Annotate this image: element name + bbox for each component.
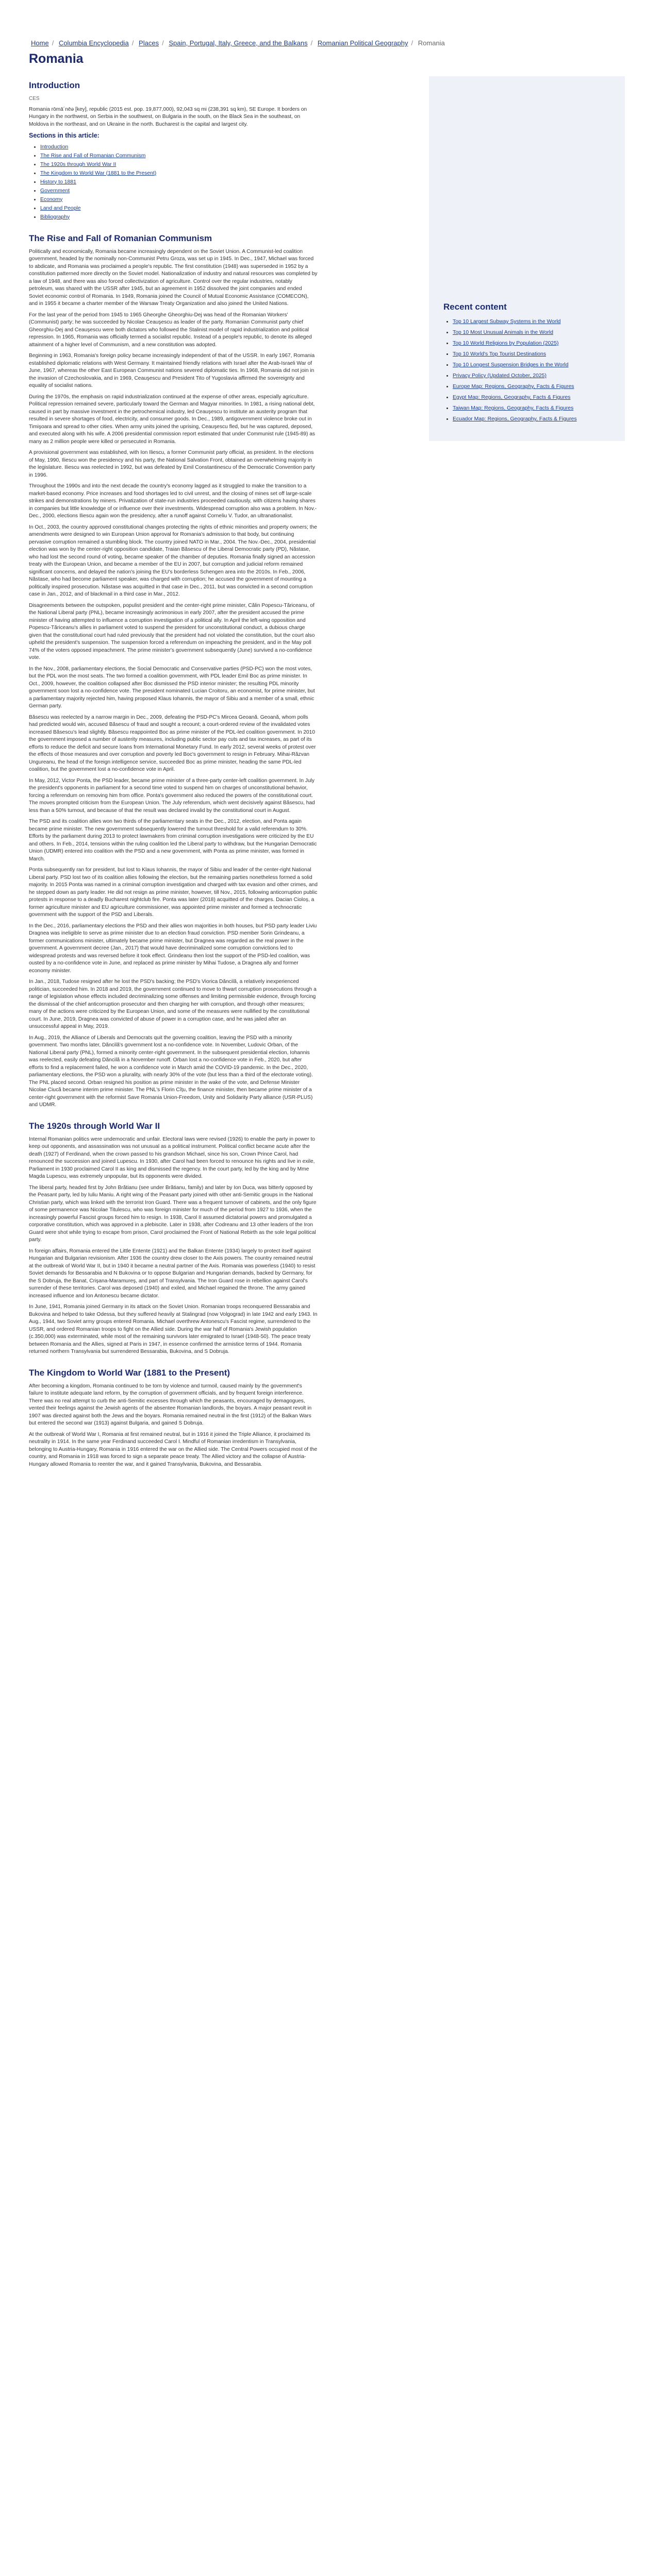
section-paragraph: The PSD and its coalition allies won two thirds of the parliamentary seats in the Dec., 2012, election, and Ponta again became prime minister. The new government subsequently lowered the turnout threshold for a valid referendum to 30%. Efforts by the parliament during 2013 to protect lawmakers from criminal corruption investigations were criticized by the EU and others. In Feb., 2014, tensions within the ruling coalition led the Liberal party to withdraw, but the Hungarian Democratic Union (UDMR) entered into coalition with the PSD and a new government, with Ponta as prime minister, was formed in March. xyxy=(29,819,317,862)
toc-link[interactable]: Bibliography xyxy=(40,214,70,220)
section-paragraph: During the 1970s, the emphasis on rapid industrialization continued at the expense of other areas, especially agriculture. Political repression remained severe, particularly toward the German and Magyar minorities. In 1981, a rising national debt, caused in part by massive investment in the petrochemical industry, led Ceauşescu to institute an austerity program that resulted in severe shortages of food, electricity, and consumer goods. In Dec., 1989, antigovernment violence broke out in Timişoara and spread to other cities. When army units joined the uprising, Ceauşescu fled, but he was captured, deposed, and executed along with his wife. A 2006 presidential commission report estimated that under Communist rule (1945-89) as many as 2 million people were killed or persecuted in Romania. xyxy=(29,394,315,445)
toc-item xyxy=(40,204,318,213)
recent-content-link[interactable]: Top 10 World Religions by Population (2025) xyxy=(453,341,559,346)
recent-content-item xyxy=(453,318,611,326)
recent-content-link[interactable]: Taiwan Map: Regions, Geography, Facts & Figures xyxy=(453,405,574,411)
toc-link[interactable]: Land and People xyxy=(40,205,81,211)
sidebar xyxy=(429,76,625,441)
toc-item xyxy=(40,143,318,151)
section-heading: The Rise and Fall of Romanian Communism xyxy=(29,233,212,243)
sidebar-content xyxy=(443,91,611,423)
recent-content-link[interactable]: Top 10 Most Unusual Animals in the World xyxy=(453,330,554,335)
recent-content-item xyxy=(453,340,611,347)
page-title: Romania xyxy=(29,52,84,66)
recent-content-link[interactable]: Top 10 Longest Suspension Bridges in the World xyxy=(453,362,569,368)
table-of-contents xyxy=(29,132,318,222)
toc-item xyxy=(40,169,318,178)
recent-content-item xyxy=(453,329,611,336)
recent-content-list xyxy=(443,318,611,423)
section-heading: The 1920s through World War II xyxy=(29,1121,160,1131)
recent-content-link[interactable]: Ecuador Map: Regions, Geography, Facts & Figures xyxy=(453,416,577,422)
section-paragraph: In the Nov., 2008, parliamentary elections, the Social Democratic and Conservative parties (PSD-PC) won the most votes, but the PDL won the most seats. The two formed a coalition government, with PDL leader Emil Boc as prime minister. In Oct., 2009, however, the coalition collapsed after Boc dismissed the PSD interior minister; the resulting PDL minority government soon lost a no-confidence vote. The president nominated Lucian Croitoru, an economist, for prime minister, but a parliamentary majority rejected him, having proposed Klaus Iohannis, the mayor of Sibiu and a member of a small, ethnic German party. xyxy=(29,666,315,709)
article-section xyxy=(29,1367,318,1469)
breadcrumb-separator: / xyxy=(162,39,164,47)
breadcrumb xyxy=(31,39,445,47)
section-paragraph: At the outbreak of World War I, Romania at first remained neutral, but in 1916 it joined the Triple Alliance, it proclaimed its neutrality in 1914. In the same year Ferdinand succeeded Carol I. Mindful of Romanian irredentism in Transylvania, belonging to Austria-Hungary, Romania in 1916 entered the war on the Allied side. The Central Powers occupied most of the country, and Romania in 1918 was forced to sign a separate peace treaty. The Allied victory and the collapse of Austria-Hungary allowed Romania to reenter the war, and it gained Transylvania, Bukovina, and Bessarabia. xyxy=(29,1431,318,1467)
breadcrumb-link[interactable]: Home xyxy=(31,39,49,47)
section-paragraph: In foreign affairs, Romania entered the Little Entente (1921) and the Balkan Entente (1934) largely to protect itself against Hungarian and Bulgarian revisionism. After 1936 the country drew closer to the Axis powers. The country remained neutral at the outbreak of World War II, but in 1940 it became a neutral partner of the Axis. Romania was powerless (1940) to resist Soviet demands for Bessarabia and N Bukovina or to oppose Bulgarian and Hungarian demands, backed by Germany, for the S Dobruja, the Banat, Crişana-Maramureş, and part of Transylvania. The Iron Guard rose in rebellion against Carol's surrender of these territories. Carol was deposed (1940) and exiled, and Michael regained the throne. The army gained increased influence and Ion Antonescu became dictator. xyxy=(29,1248,316,1299)
toc-item xyxy=(40,151,318,160)
toc-link[interactable]: The Kingdom to World War (1881 to the Present) xyxy=(40,170,157,176)
breadcrumb-link[interactable]: Places xyxy=(139,39,159,47)
toc-item xyxy=(40,160,318,169)
section-paragraph: A provisional government was established, with Ion Iliescu, a former Communist party official, as president. In the elections of May, 1990, Iliescu won the presidency and his party, the National Salvation Front, obtained an overwhelming majority in the legislature. Iliescu was reelected in 1992, but was defeated by Emil Constantinescu of the Democratic Convention party in 1996. xyxy=(29,450,315,478)
breadcrumb-separator: / xyxy=(131,39,134,47)
recent-content-item xyxy=(453,383,611,391)
breadcrumb-separator: / xyxy=(310,39,313,47)
section-paragraph: In Oct., 2003, the country approved constitutional changes protecting the rights of ethnic minorities and property owners; the amendments were designed to win European Union approval for Romania's admission to that body, but continuing pervasive corruption remained a stumbling block. The country joined NATO in Mar., 2004. The Nov.-Dec., 2004, presidential election was won by the center-right opposition candidate, Traian Băsescu of the Liberal Democratic party (PD), Năstase, who had lost the second round of voting, became speaker of the chamber of deputies. Romania finally signed an accession treaty with the European Union, and became a member of the EU in 2007, but corruption and judicial reform remained significant concerns, and delayed the nation's joining the EU's borderless Schengen area into the 2010s. In Feb., 2006, Năstase, who had become parliament speaker, was charged with corruption; he accused the government of mounting a politically inspired prosecution. Năstase was acquitted in that case in Dec., 2011, but was convicted in a second corruption case in Jan., 2012, and of blackmail in a third case in Mar., 2012. xyxy=(29,524,317,597)
recent-content-link[interactable]: Europe Map: Regions, Geography, Facts & Figures xyxy=(453,384,574,389)
section-paragraph: Internal Romanian politics were undemocratic and unfair. Electoral laws were revised (1926) to enable the party in power to keep out opponents, and assassination was not unusual as a political instrument. Political conflict became acute after the death (1927) of Ferdinand, when the crown passed to his grandson Michael, since his son, Crown Prince Carol, had renounced the succession and joined Lupescu. In 1930, after Carol had been forced to renounce his rights and live in exile, Parliament in 1930 proclaimed Carol II as king and dismissed the regency. In the court party, led by the king and by Mme Magda Lupescu, was extremely unpopular, but its opponents were divided. xyxy=(29,1136,315,1179)
recent-content-link[interactable]: Top 10 Largest Subway Systems in the World xyxy=(453,319,561,325)
recent-content-item xyxy=(453,405,611,412)
recent-content-item xyxy=(453,372,611,380)
recent-content-item xyxy=(453,394,611,401)
breadcrumb-link[interactable]: Spain, Portugal, Italy, Greece, and the Balkans xyxy=(169,39,308,47)
section-paragraph: In Aug., 2019, the Alliance of Liberals and Democrats quit the governing coalition, leaving the PSD with a minority government. Two months later, Dăncilă's government lost a no-confidence vote. In November, Ludovic Orban, of the National Liberal party (PNL), formed a minority center-right government. In the subsequent presidential election, Iohannis was reelected, easily defeating Dăncilă in a November runoff. Orban lost a no-confidence vote in Feb., 2020, but after efforts to find a replacement failed, he won a confidence vote in March amid the COVID-19 pandemic. In the Dec., 2020, parliamentary elections, the PSD won a plurality, with nearly 30% of the vote (but less than a third of the electorate voting). The PNL placed second. Orban resigned his position as prime minister in the wake of the vote, and Defense Minister Nicolae Ciucă became interim prime minister. The PNL's Florin Cîțu, the finance minister, then became prime minister of a center-right government with the reformist Save Romania Union-Freedom, Unity and Solidarity Party alliance (USR-PLUS) and UDMR. xyxy=(29,1035,313,1108)
recent-content-link[interactable]: Top 10 World's Top Tourist Destinations xyxy=(453,351,547,357)
section-paragraph: In May, 2012, Victor Ponta, the PSD leader, became prime minister of a three-party center-left coalition government. In July the president's opponents in parliament for a second time voted to suspend him on charges of unconstitutional behavior, forcing a referendum on removing him from office. Ponta's government also reduced the powers of the constitutional court. The moves prompted criticism from the European Union. The July referendum, which went decisively against Băsescu, had less than a 50% turnout, and because of that the result was declared invalid by the constitutional court in August. xyxy=(29,777,315,814)
recent-content-item xyxy=(453,416,611,423)
toc-item xyxy=(40,178,318,187)
toc-heading: Sections in this article: xyxy=(29,132,100,139)
recent-content-item xyxy=(453,351,611,358)
section-paragraph: The liberal party, headed first by John Brătianu (see under Brătianu, family) and later by Ion Duca, was bitterly opposed by the Peasant party, led by Iuliu Maniu. A right wing of the Peasant party joined with other anti-Semitic groups in the National Christian party, which was linked with the terrorist Iron Guard. There was a frequent turnover of cabinets, and the only figure of some permanence was Nicolae Titulescu, who was foreign minister for much of the period from 1927 to 1936, when the increasingly powerful Fascist groups forced him to resign. In 1938, Carol II assumed dictatorial powers and promulgated a corporative constitution, which was approved in a plebiscite. Later in 1938, after Codreanu and 13 other leaders of the Iron Guard were shot while trying to escape from prison, Carol proclaimed the Front of National Rebirth as the sole legal political party. xyxy=(29,1184,317,1243)
recent-content-item xyxy=(453,362,611,369)
section-paragraph: Disagreements between the outspoken, populist president and the center-right prime minister, Călin Popescu-Tăriceanu, of the National Liberal party (PNL), became increasingly acrimonious in early 2007, after the president accused the prime minister of having attempted to influence a corruption investigation of a political ally. In April the left-wing opposition and Popescu-Tăriceanu's allies in parliament voted to suspend the president for unconstitutional conduct, a dubious charge given that the constitutional court had ruled previously that the president had not violated the constitution, but the court also upheld the president's suspension. The suspension forced a referendum on impeaching the president, and in the May poll 74% of the voters opposed impeachment. The prime minister's government subsequently (June) survived a no-confidence vote. xyxy=(29,602,315,660)
section-paragraph: In Jan., 2018, Tudose resigned after he lost the PSD's backing; the PSD's Viorica Dăncilă, a relatively inexperienced politician, succeeded him. In 2018 and 2019, the government continued to move to thwart corruption prosecutions through a range of legislation whose effects included decriminalizing some offenses and limiting permissible evidence, through forcing the dismissal of the chief anticorruption prosecutor and then charging her with corruption, and through other measures; many of the actions were criticized by the European Union, and some of the measures were nullified by the constitutional court. In June, 2019, Dragnea was convicted of abuse of power in a corruption case, and he was jailed after an unsuccessful appeal in May, 2019. xyxy=(29,979,317,1029)
section-heading: The Kingdom to World War (1881 to the Present) xyxy=(29,1367,230,1378)
introduction-section xyxy=(29,80,318,128)
breadcrumb-link[interactable]: Columbia Encyclopedia xyxy=(58,39,129,47)
toc-link[interactable]: The Rise and Fall of Romanian Communism xyxy=(40,152,146,159)
article-section xyxy=(29,233,318,1109)
section-paragraph: Throughout the 1990s and into the next decade the country's economy lagged as it struggled to make the transition to a market-based economy. Price increases and food shortages led to civil unrest, and the closing of mines set off large-scale strikes and demonstrations by miners. Privatization of state-run industries proceeded cautiously, with citizens having shares in companies but little knowledge of or influence over their investments. Widespread corruption also was a problem. In Nov.-Dec., 2000, elections Iliescu again won the presidency, after a runoff against Corneliu V. Tudor, an ultranationalist. xyxy=(29,483,317,519)
section-paragraph: Beginning in 1963, Romania's foreign policy became increasingly independent of that of the USSR. In early 1967, Romania established diplomatic relations with West Germany. It maintained friendly relations with Israel after the Arab-Israeli War of June, 1967, whereas the other East European Communist nations severed diplomatic ties. In 1968, Romania did not join in the invasion of Czechoslovakia, and in 1969, Ceauşescu and President Tito of Yugoslavia affirmed the sovereignty and equality of socialist nations. xyxy=(29,353,315,388)
sidebar-heading: Recent content xyxy=(443,302,507,312)
section-paragraph: In June, 1941, Romania joined Germany in its attack on the Soviet Union. Romanian troops reconquered Bessarabia and Bukovina and helped to take Odessa, but they suffered heavily at Stalingrad (now Volgograd) in late 1942 and early 1943. In Aug., 1944, two Soviet army groups entered Romania. Michael overthrew Antonescu's Fascist regime, surrendered to the USSR, and ordered Romanian troops to fight on the Allied side. During the war half of Romania's Jewish population (c.350,000) was exterminated, while most of the remaining survivors later emigrated to Israel (1948-50). The peace treaty between Romania and the Allies, signed at Paris in 1947, in essence confirmed the armistice terms of 1944. Romania returned northern Transylvania but surrendered Bessarabia, Bukovina, and S Dobruja. xyxy=(29,1304,318,1354)
section-paragraph: After becoming a kingdom, Romania continued to be torn by violence and turmoil, caused mainly by the government's failure to institute adequate land reform, by the corruption of government officials, and by frequent foreign interference. There was no real attempt to curb the anti-Semitic excesses through which the peasants, encouraged by demagogues, vented their feelings against the Jewish agents of the absentee Romanian landlords, the boyars. A major peasant revolt in 1907 was directed against both the Jews and the boyars. Romania remained neutral in the first (1912) of the Balkan Wars but entered the second war (1913) against Bulgaria, and gained S Dobruja. xyxy=(29,1383,312,1426)
toc-link[interactable]: Economy xyxy=(40,196,63,202)
section-paragraph: Băsescu was reelected by a narrow margin in Dec., 2009, defeating the PSD-PC's Mircea Geoană. Geoană, whom polls had predicted would win, accused Băsescu of fraud and sought a recount; a court-ordered review of the invalidated votes increased Băsescu's lead slightly. Băsescu reappointed Boc as prime minister of the PDL-led coalition government. In 2010 the government imposed a number of austerity measures, including public sector pay cuts and tax increases, as part of its efforts to reduce the deficit and secure loans from International Monetary Fund. In early 2012, several weeks of protest over the effects of those measures and over corruption and poverty led Boc's government to resign in February. Mihai-Răzvan Ungureanu, the head of the foreign intelligence service, succeeded Boc as prime minister, heading the same PDL-led coalition, but the government lost a no-confidence vote in April. xyxy=(29,714,316,772)
article-section xyxy=(29,1121,318,1356)
section-paragraph: Ponta subsequently ran for president, but lost to Klaus Iohannis, the mayor of Sibiu and leader of the center-right National Liberal party. PSD lost two of its coalition allies following the election, but the remaining parties nonetheless formed a solid majority. In 2015 Ponta was named in a criminal corruption investigation and charged with tax evasion and other crimes, and he stepped down as party leader. He did not resign as prime minister, however, till Nov., 2015, following anticorruption public protests in response to a deadly Bucharest nightclub fire. Ponta was later (2018) acquitted of the charges. Dacian Cioloș, a former agriculture minister and EU agriculture commissioner, was appointed prime minister and formed a technocratic government with the support of the PSD and Liberals. xyxy=(29,867,318,918)
intro-paragraph: Romania rōmā´nēə [key], republic (2015 est. pop. 19,877,000), 92,043 sq mi (238,391 sq km), SE Europe. It borders on Hungary in the northwest, on Serbia in the southwest, on Bulgaria in the south, on the Black Sea in the southeast, on Moldova in the northeast, and on Ukraine in the north. Bucharest is the capital and largest city. xyxy=(29,106,307,127)
toc-list xyxy=(29,143,318,222)
breadcrumb-separator: / xyxy=(411,39,413,47)
article-sections xyxy=(29,233,318,1469)
toc-link[interactable]: Government xyxy=(40,188,70,194)
recent-content-link[interactable]: Egypt Map: Regions, Geography, Facts & Figures xyxy=(453,395,571,400)
section-paragraph: In the Dec., 2016, parliamentary elections the PSD and their allies won majorities in both houses, but PSD party leader Liviu Dragnea was ineligible to serve as prime minister due to an election fraud conviction. PSD member Sorin Grindeanu, a former communications minister, ultimately became prime minister, but Dragnea was regarded as the real power in the government. A government decree (Jan., 2017) that would have decriminalized some corruption convictions led to widespread protests and was reversed before it took effect. Grindeanu then lost the support of the PSD-led coalition, was ousted by a no-confidence vote in June, and replaced as prime minister by Mihai Tudose, a Dragnea ally and former economy minister. xyxy=(29,923,317,974)
breadcrumb-separator: / xyxy=(52,39,54,47)
section-heading: Introduction xyxy=(29,80,80,90)
toc-item xyxy=(40,195,318,204)
section-paragraph: For the last year of the period from 1945 to 1965 Gheorghe Gheorghiu-Dej was head of the Romanian Workers' (Communist) party; he was succeeded by Nicolae Ceauşescu as leader of the party. Romanian Communist party chief Gheorghiu-Dej and Ceauşescu were both dictators who followed the Stalinist model of rapid industrialization and political repression. In 1965, Romania was officially termed a socialist republic. Instead of a people's republic, to denote its alleged attainment of a higher level of Communism, and a new constitution was adopted. xyxy=(29,312,312,348)
breadcrumb-link[interactable]: Romanian Political Geography xyxy=(317,39,408,47)
toc-link[interactable]: History to 1881 xyxy=(40,179,76,185)
recent-content-link[interactable]: Privacy Policy (Updated October, 2025) xyxy=(453,373,547,379)
breadcrumb-current: Romania xyxy=(418,39,445,47)
section-paragraph: Politically and economically, Romania became increasingly dependent on the Soviet Union. A Communist-led coalition government, headed by the nominally non-Communist Petru Groza, was set up in 1945. In Dec., 1947, Michael was forced to abdicate, and Romania was proclaimed a people's republic. The first constitution (1948) was superseded in 1952 by a constitution patterned more directly on the Soviet model. Nationalization of industry and natural resources was completed by a law of 1948, and there was also forced collectivization of agriculture. Control over the regular industries, notably petroleum, was shared with the USSR after 1945, but an agreement in 1952 dissolved the joint companies and ended Soviet economic control of Romania. In 1949, Romania joined the Council of Mutual Economic Assistance (COMECON), and in 1955 it became a charter member of the Warsaw Treaty Organization and also joined the United Nations. xyxy=(29,248,318,307)
toc-link[interactable]: The 1920s through World War II xyxy=(40,161,117,167)
citation-label: CES xyxy=(29,96,40,101)
toc-link[interactable]: Introduction xyxy=(40,144,69,150)
toc-item xyxy=(40,187,318,195)
article-body xyxy=(29,80,318,1472)
toc-item xyxy=(40,213,318,222)
